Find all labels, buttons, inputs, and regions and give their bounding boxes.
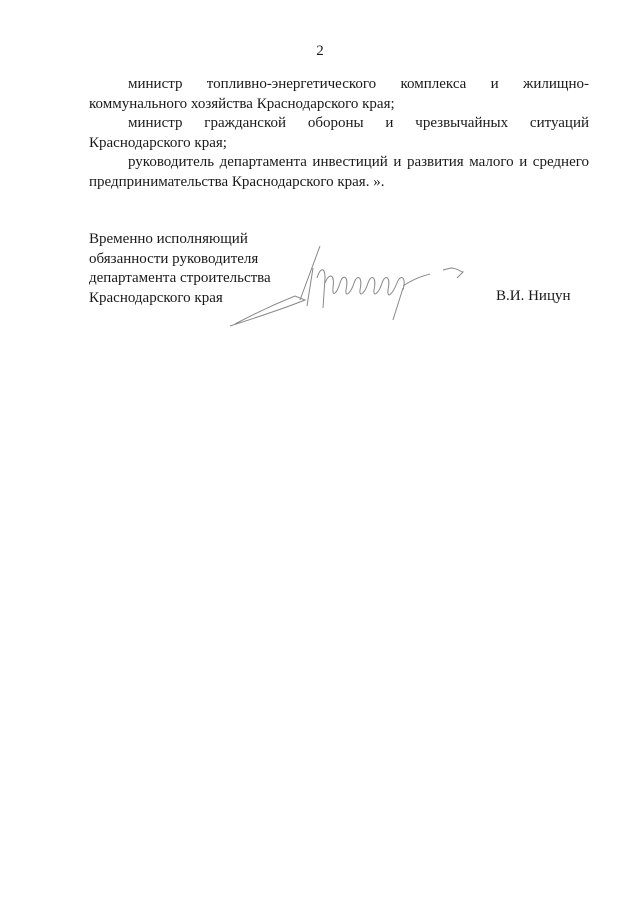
paragraph-first-line: министр топливно-энергетического комплекса и жилищно- bbox=[128, 76, 589, 92]
list-item bbox=[89, 114, 589, 153]
signatory-title-line: департамента строительства bbox=[89, 270, 271, 286]
signatory-title-line: Временно исполняющий bbox=[89, 231, 248, 247]
signer-name: В.И. Ницун bbox=[496, 288, 571, 304]
document-body bbox=[89, 75, 589, 192]
page-number: 2 bbox=[316, 43, 324, 59]
list-item bbox=[89, 153, 589, 192]
signatory-title-line: обязанности руководителя bbox=[89, 250, 259, 267]
list-item bbox=[89, 75, 589, 114]
paragraph-continuation: Краснодарского края; bbox=[89, 134, 227, 151]
paragraph-continuation: предпринимательства Краснодарского края. ». bbox=[89, 173, 385, 190]
signatory-title-line: Краснодарского края bbox=[89, 289, 223, 306]
paragraph-continuation: коммунального хозяйства Краснодарского края; bbox=[89, 95, 395, 112]
signature-icon bbox=[225, 238, 475, 338]
paragraph-first-line: руководитель департамента инвестиций и развития малого и среднего bbox=[128, 154, 589, 170]
paragraph-first-line: министр гражданской обороны и чрезвычайных ситуаций bbox=[128, 115, 589, 131]
